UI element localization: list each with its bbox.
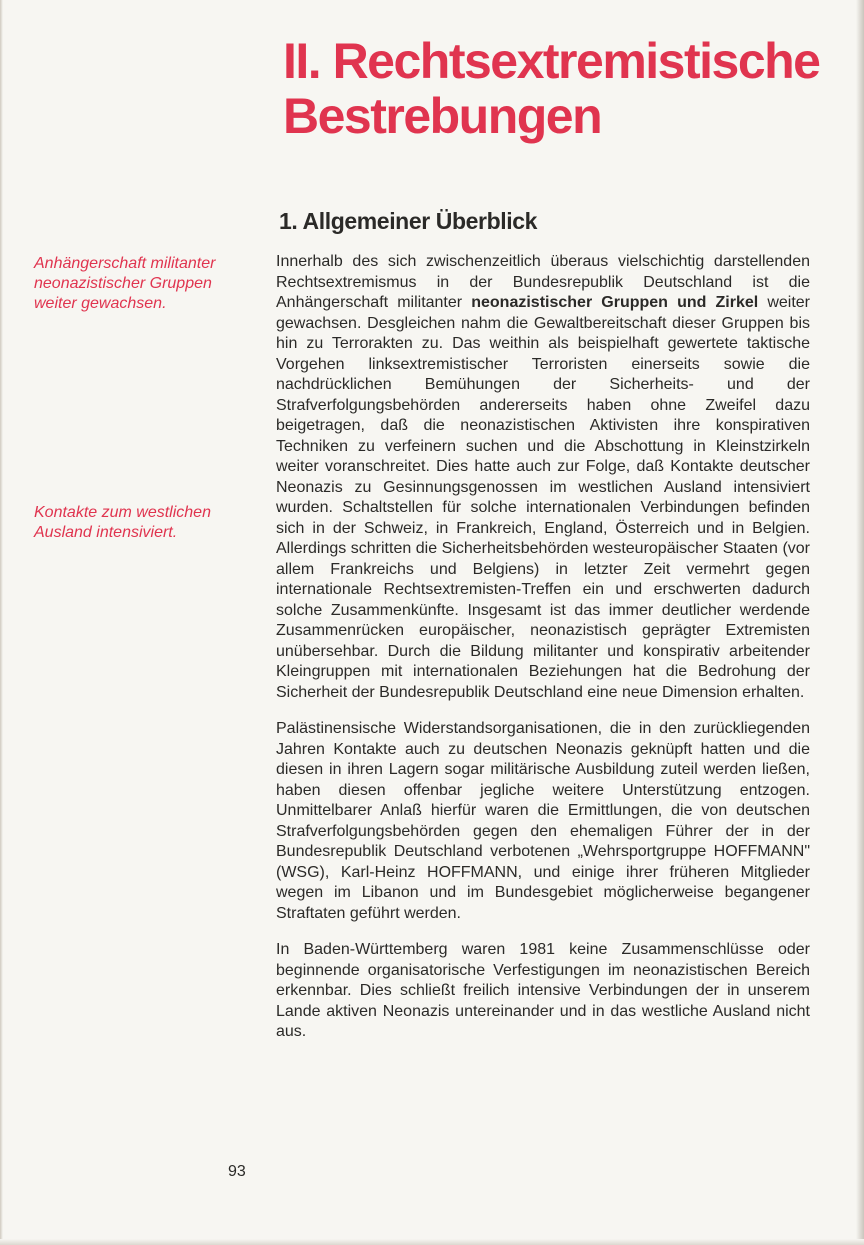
margin-note: Anhängerschaft militanter neonazistischer Gruppen weiter gewachsen. [34,255,216,312]
page-edge-right [856,0,864,1245]
chapter-title-line-1: II. Rechtsextremistische [283,33,820,89]
page-bottom-edge [0,1239,864,1245]
chapter-title [283,34,843,144]
margin-note: Kontakte zum westlichen Ausland intensiviert. [34,504,211,541]
bold-phrase: neonazistischer Gruppen und Zirkel [471,294,759,311]
paragraph-2: Palästinensische Widerstandsorganisationen, die in den zurückliegenden Jahren Kontakte auch zu deutschen Neonazis geknüpft hatten und die diesen in ihren Lagern sogar militärische Ausbildung zuteil werden ließen, haben diesen offenbar jegliche weitere Unterstützung entzogen. Unmittelbarer Anlaß hierfür waren die Ermittlungen, die von deutschen Strafverfolgungsbehörden gegen den ehemaligen Führer der in der Bundesrepublik Deutschland verbotenen „Wehrsportgruppe HOFFMANN" (WSG), Karl-Heinz HOFFMANN, und einige ihrer früheren Mitglieder wegen im Libanon und im Bundesgebiet möglicherweise begangener Straftaten geführt werden. [276,720,810,922]
body-text [276,252,810,1059]
paragraph-1-text-start: Innerhalb des sich zwischenzeitlich überaus vielschichtig darstellenden Rechtsextremismus in der Bundesrepublik Deutschland ist die Anhängerschaft militanter [276,253,810,311]
page-edge-left [0,0,3,1245]
paragraph-1-text-end: weiter gewachsen. Desgleichen nahm die Gewaltbereitschaft dieser Gruppen bis hin zu Terrorakten zu. Das weithin als beispielhaft gewertete taktische Vorgehen linksextremistischer Terroristen einerseits sowie die nachdrücklichen Bemühungen der Sicherheits- und der Strafverfolgungsbehörden andererseits haben ohne Zweifel dazu beigetragen, daß die neonazistischen Aktivisten ihre konspirativen Techniken zu verfeinern suchen und die Abschottung in Kleinstzirkeln weiter voranschreitet. Dies hatte auch zur Folge, daß Kontakte deutscher Neonazis zu Gesinnungsgenossen im westlichen Ausland intensiviert wurden. Schaltstellen für solche internationalen Verbindungen befinden sich in der Schweiz, in Frankreich, England, Österreich und in Belgien. Allerdings schritten die Sicherheitsbehörden westeuropäischer Staaten (vor allem Frankreichs und Belgiens) in letzter Zeit vermehrt gegen internationale Rechtsextremisten-Treffen ein und erschwerten dadurch solche Zusammenkünfte. Insgesamt ist das immer deutlicher werdende Zusammenrücken europäischer, neonazistisch geprägter Extremisten unübersehbar. Durch die Bildung militanter und konspirativ arbeitender Kleingruppen mit internationalen Beziehungen hat die Bedrohung der Sicherheit der Bundesrepublik Deutschland eine neue Dimension erhalten. [276,294,811,701]
section-heading: 1. Allgemeiner Überblick [279,208,537,234]
paragraph-3: In Baden-Württemberg waren 1981 keine Zusammenschlüsse oder beginnende organisatorische Verfestigungen im neonazistischen Bereich erkennbar. Dies schließt freilich intensive Verbindungen der in unserem Lande aktiven Neonazis untereinander und in das westliche Ausland nicht aus. [276,941,810,1040]
paragraph-1 [276,252,810,703]
chapter-title-line-2: Bestrebungen [283,88,602,144]
page-number: 93 [228,1163,246,1180]
